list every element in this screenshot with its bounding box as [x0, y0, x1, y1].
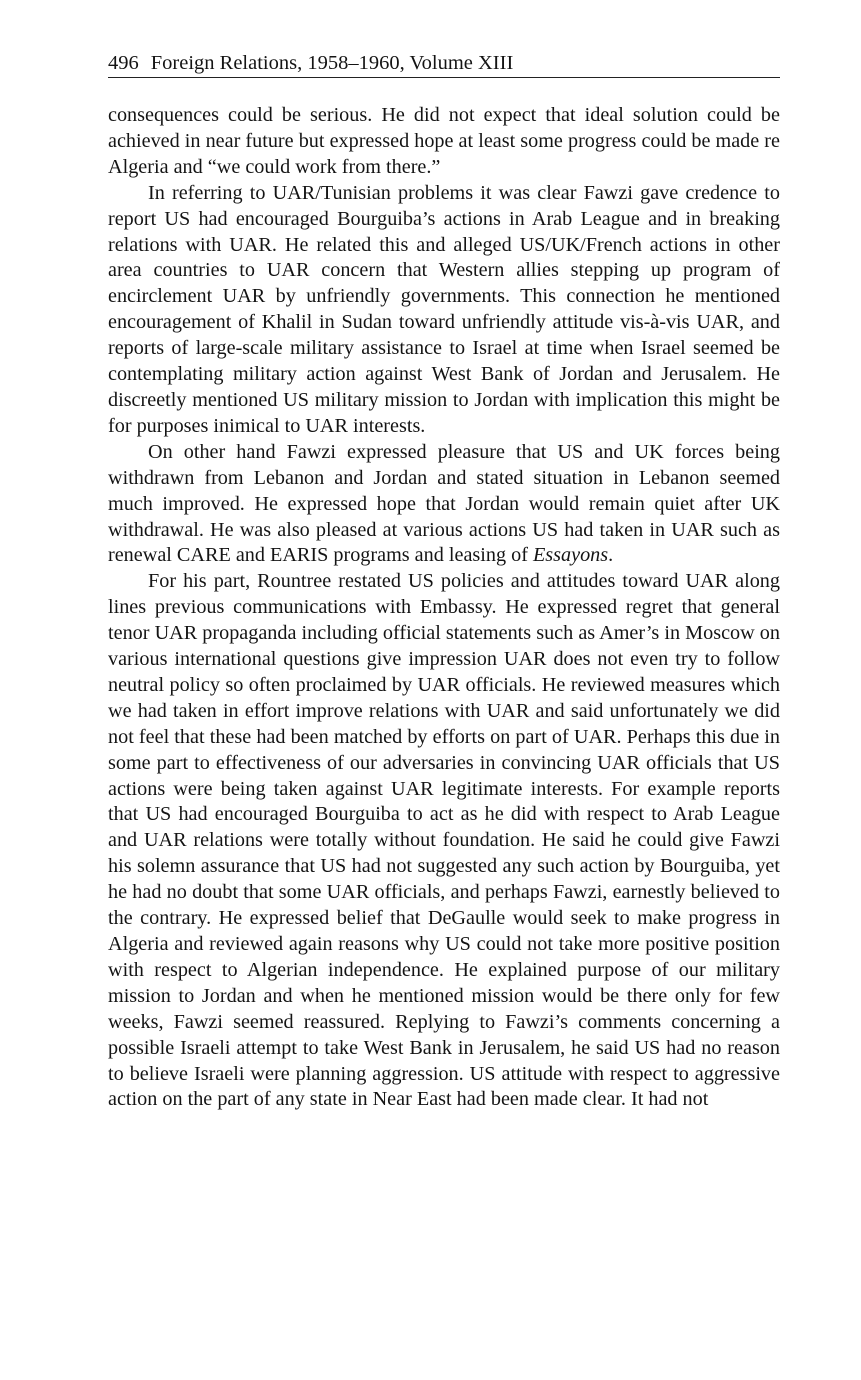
paragraph-4: For his part, Rountree restated US policies and attitudes toward UAR along lines previous communications with Embassy. He expressed regret that general tenor UAR propaganda including official statements such as Amer’s in Moscow on various international questions give impression UAR does not even try to follow neutral policy so often proclaimed by UAR officials. He reviewed measures which we had taken in effort improve relations with UAR and said unfortunately we did not feel that these had been matched by efforts on part of UAR. Perhaps this due in some part to effectiveness of our adversaries in convincing UAR officials that US actions were being taken against UAR legitimate interests. For example reports that US had encouraged Bourguiba to act as he did with respect to Arab League and UAR relations were totally without foundation. He said he could give Fawzi his solemn assurance that US had not suggested any such action by Bourguiba, yet he had no doubt that some UAR officials, and perhaps Fawzi, earnestly believed to the contrary. He expressed belief that DeGaulle would seek to make progress in Algeria and reviewed again reasons why US could not take more positive position with respect to Algerian independence. He explained purpose of our military mission to Jordan and when he mentioned mission would be there only for few weeks, Fawzi seemed reassured. Replying to Fawzi’s comments concerning a possible Israeli attempt to take West Bank in Jerusalem, he said US had no reason to believe Israeli were planning aggression. US attitude with respect to aggressive action on the part of any state in Near East had been made clear. It had not [108, 570, 780, 1111]
page-number: 496 [108, 52, 139, 74]
ship-name-italic: Essayons [532, 544, 609, 567]
document-body [108, 103, 780, 1113]
paragraph-3-end: . [608, 544, 614, 567]
running-title: Foreign Relations, 1958–1960, Volume XIII [150, 52, 514, 74]
running-header [108, 50, 780, 78]
paragraph-3-text: On other hand Fawzi expressed pleasure that US and UK forces being withdrawn from Lebanon and Jordan and stated situation in Lebanon seemed much improved. He expressed hope that Jordan would remain quiet after UK withdrawal. He was also pleased at various actions US had taken in UAR such as renewal CARE and EARIS programs and leasing of [108, 440, 780, 567]
paragraph-2: In referring to UAR/Tunisian problems it was clear Fawzi gave credence to report US had encouraged Bourguiba’s actions in Arab League and in breaking relations with UAR. He related this and alleged US/UK/French actions in other area countries to UAR concern that Western allies stepping up program of encirclement UAR by unfriendly governments. This connection he mentioned encouragement of Khalil in Sudan toward unfriendly attitude vis-à-vis UAR, and reports of large-scale military assistance to Israel at time when Israel seemed be contemplating military action against West Bank of Jordan and Jerusalem. He discreetly mentioned US military mission to Jordan with implication this might be for purposes inimical to UAR interests. [108, 181, 780, 437]
document-page [108, 50, 780, 1113]
paragraph-1: consequences could be serious. He did not expect that ideal solution could be achieved in near future but expressed hope at least some progress could be made re Algeria and “we could work from there.” [108, 104, 780, 178]
paragraph-3 [108, 440, 780, 570]
